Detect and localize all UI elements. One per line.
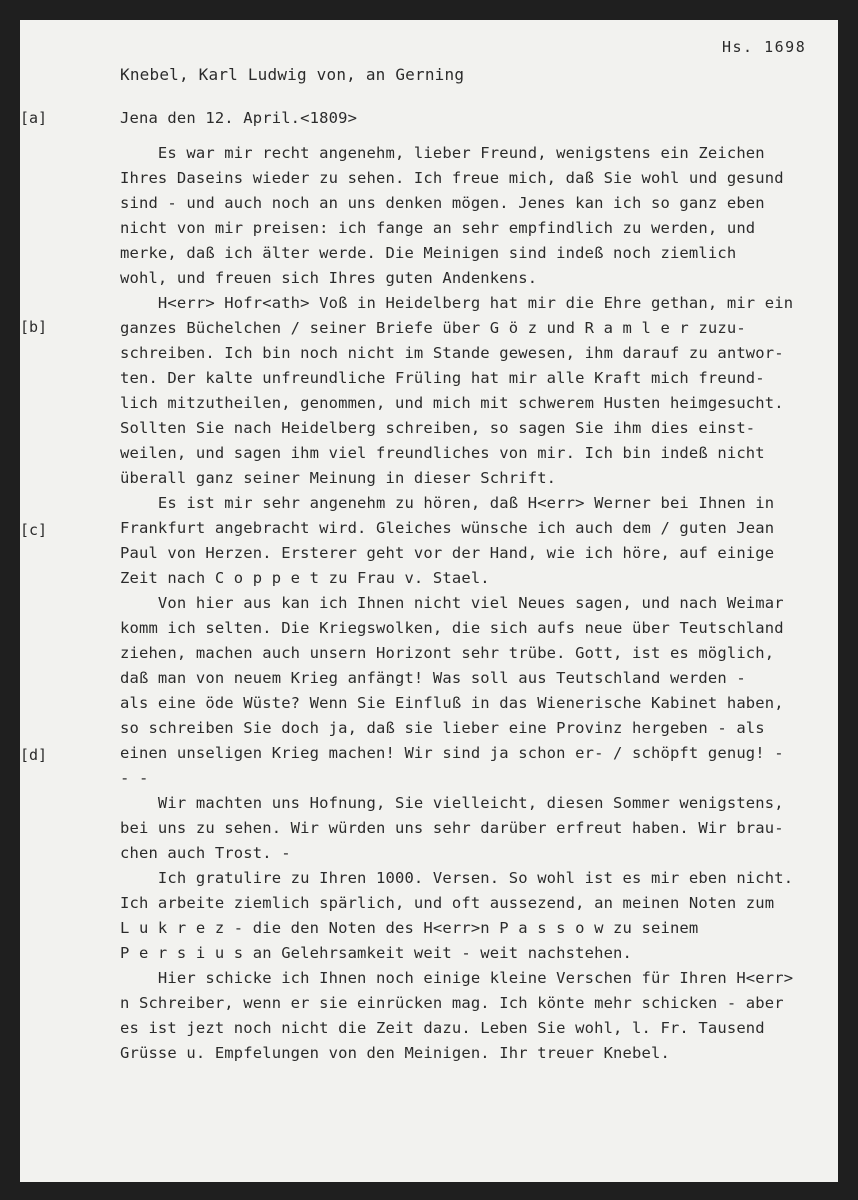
text-line: n Schreiber, wenn er sie einrücken mag. Ich könte mehr schicken - aber [120, 994, 784, 1012]
margin-marker-c: [c] [20, 521, 48, 539]
text-line: P e r s i u s an Gelehrsamkeit weit - weit nachstehen. [120, 944, 633, 962]
text-line: ziehen, machen auch unsern Horizont sehr trübe. Gott, ist es möglich, [120, 644, 775, 662]
text-line: Von hier aus kan ich Ihnen nicht viel Neues sagen, und nach Weimar [120, 594, 784, 612]
margin-marker-d: [d] [20, 746, 48, 764]
text-line: Paul von Herzen. Ersterer geht vor der Hand, wie ich höre, auf einige [120, 544, 775, 562]
text-line: H<err> Hofr<ath> Voß in Heidelberg hat mir die Ehre gethan, mir ein [120, 294, 794, 312]
text-line: lich mitzutheilen, genommen, und mich mit schwerem Husten heimgesucht. [120, 394, 784, 412]
margin-marker-b: [b] [20, 318, 48, 336]
text-line: chen auch Trost. - [120, 844, 291, 862]
text-line: Wir machten uns Hofnung, Sie vielleicht, diesen Sommer wenigstens, [120, 794, 784, 812]
text-line: Ich gratulire zu Ihren 1000. Versen. So wohl ist es mir eben nicht. [120, 869, 794, 887]
margin-marker-a: [a] [20, 109, 48, 127]
text-line: schreiben. Ich bin noch nicht im Stande gewesen, ihm darauf zu antwor- [120, 344, 784, 362]
text-line: ganzes Büchelchen / seiner Briefe über G ö z und R a m l e r zuzu- [120, 319, 746, 337]
text-line: - - [120, 769, 149, 787]
text-line: es ist jezt noch nicht die Zeit dazu. Leben Sie wohl, l. Fr. Tausend [120, 1019, 765, 1037]
text-line: als eine öde Wüste? Wenn Sie Einfluß in das Wienerische Kabinet haben, [120, 694, 784, 712]
text-line: überall ganz seiner Meinung in dieser Schrift. [120, 469, 557, 487]
text-line: sind - und auch noch an uns denken mögen. Jenes kan ich so ganz eben [120, 194, 765, 212]
document-heading: Knebel, Karl Ludwig von, an Gerning [120, 65, 465, 84]
text-line: weilen, und sagen ihm viel freundliches von mir. Ich bin indeß nicht [120, 444, 765, 462]
text-line: Grüsse u. Empfelungen von den Meinigen. Ihr treuer Knebel. [120, 1044, 670, 1062]
text-line: Frankfurt angebracht wird. Gleiches wünsche ich auch dem / guten Jean [120, 519, 775, 537]
text-line: Zeit nach C o p p e t zu Frau v. Stael. [120, 569, 490, 587]
text-line: komm ich selten. Die Kriegswolken, die sich aufs neue über Teutschland [120, 619, 784, 637]
text-line: L u k r e z - die den Noten des H<err>n P a s s o w zu seinem [120, 919, 699, 937]
text-line: einen unseligen Krieg machen! Wir sind ja schon er- / schöpft genug! - [120, 744, 784, 762]
shelfmark: Hs. 1698 [722, 38, 807, 56]
text-line: nicht von mir preisen: ich fange an sehr empfindlich zu werden, und [120, 219, 756, 237]
text-line: Hier schicke ich Ihnen noch einige kleine Verschen für Ihren H<err> [120, 969, 794, 987]
text-line: Es ist mir sehr angenehm zu hören, daß H<err> Werner bei Ihnen in [120, 494, 775, 512]
text-line: bei uns zu sehen. Wir würden uns sehr darüber erfreut haben. Wir brau- [120, 819, 784, 837]
text-line: Es war mir recht angenehm, lieber Freund, wenigstens ein Zeichen [120, 144, 765, 162]
text-line: Ich arbeite ziemlich spärlich, und oft aussezend, an meinen Noten zum [120, 894, 775, 912]
text-line: Jena den 12. April.<1809> [120, 109, 358, 127]
text-line: Sollten Sie nach Heidelberg schreiben, so sagen Sie ihm dies einst- [120, 419, 756, 437]
text-line: wohl, und freuen sich Ihres guten Andenkens. [120, 269, 538, 287]
text-line: ten. Der kalte unfreundliche Früling hat mir alle Kraft mich freund- [120, 369, 765, 387]
text-line: Ihres Daseins wieder zu sehen. Ich freue mich, daß Sie wohl und gesund [120, 169, 784, 187]
document-page [20, 20, 838, 1182]
text-line: so schreiben Sie doch ja, daß sie lieber eine Provinz hergeben - als [120, 719, 765, 737]
text-line: merke, daß ich älter werde. Die Meinigen sind indeß noch ziemlich [120, 244, 737, 262]
text-line: daß man von neuem Krieg anfängt! Was soll aus Teutschland werden - [120, 669, 746, 687]
